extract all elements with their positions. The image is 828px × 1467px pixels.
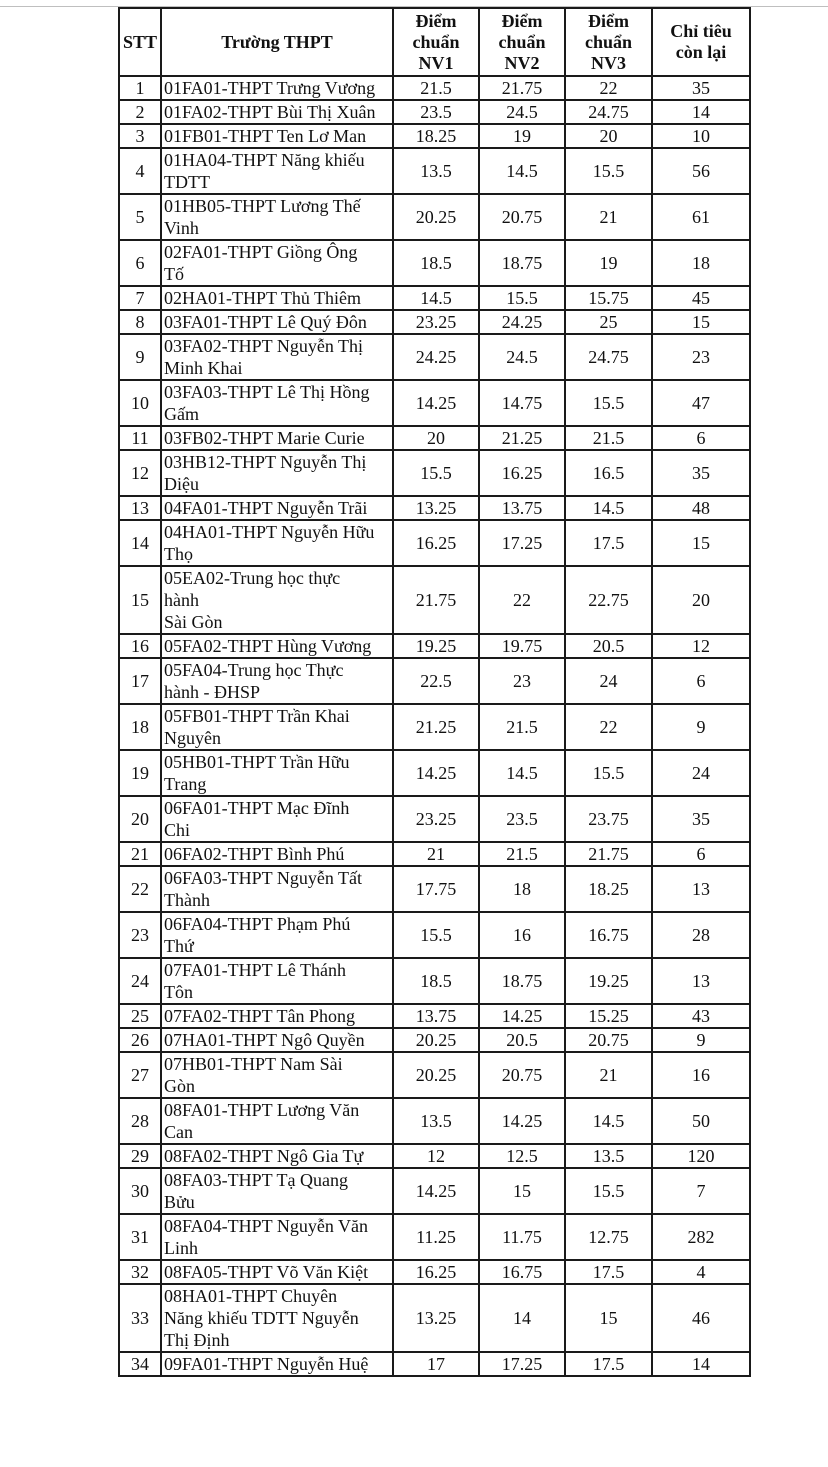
row-remaining-cell: 35: [652, 450, 750, 496]
row-remaining-cell: 15: [652, 520, 750, 566]
row-stt-cell: 32: [119, 1260, 161, 1284]
row-school-cell: 03FA02-THPT Nguyễn Thị Minh Khai: [161, 334, 393, 380]
row-nv2-cell: 16: [479, 912, 565, 958]
row-school-cell: 01FB01-THPT Ten Lơ Man: [161, 124, 393, 148]
row-nv3-cell: 23.75: [565, 796, 652, 842]
table-row: [119, 520, 750, 566]
row-stt-cell: 26: [119, 1028, 161, 1052]
row-nv2-cell: 21.5: [479, 842, 565, 866]
row-nv2-cell: 14.5: [479, 148, 565, 194]
row-nv2-cell: 21.75: [479, 76, 565, 100]
table-row: [119, 912, 750, 958]
row-stt-cell: 12: [119, 450, 161, 496]
row-remaining-cell: 10: [652, 124, 750, 148]
row-stt-cell: 33: [119, 1284, 161, 1352]
row-nv3-cell: 24.75: [565, 100, 652, 124]
table-row: [119, 76, 750, 100]
row-nv3-cell: 15.5: [565, 380, 652, 426]
row-school-cell: 05FB01-THPT Trần Khai Nguyên: [161, 704, 393, 750]
row-school-cell: 08FA02-THPT Ngô Gia Tự: [161, 1144, 393, 1168]
row-nv3-cell: 17.5: [565, 520, 652, 566]
row-nv1-cell: 18.5: [393, 958, 479, 1004]
row-school-cell: 03FA03-THPT Lê Thị Hồng Gấm: [161, 380, 393, 426]
row-nv2-cell: 19.75: [479, 634, 565, 658]
row-nv2-cell: 17.25: [479, 520, 565, 566]
row-remaining-cell: 14: [652, 100, 750, 124]
row-school-cell: 04HA01-THPT Nguyễn Hữu Thọ: [161, 520, 393, 566]
row-remaining-cell: 56: [652, 148, 750, 194]
row-school-cell: 01HB05-THPT Lương Thế Vinh: [161, 194, 393, 240]
row-school-cell: 03FA01-THPT Lê Quý Đôn: [161, 310, 393, 334]
row-school-cell: 05EA02-Trung học thực hành Sài Gòn: [161, 566, 393, 634]
row-remaining-cell: 6: [652, 658, 750, 704]
row-nv2-cell: 20.75: [479, 194, 565, 240]
row-remaining-cell: 35: [652, 796, 750, 842]
row-nv2-cell: 14.75: [479, 380, 565, 426]
row-nv3-cell: 15.25: [565, 1004, 652, 1028]
row-school-cell: 09FA01-THPT Nguyễn Huệ: [161, 1352, 393, 1376]
row-nv3-cell: 17.5: [565, 1352, 652, 1376]
row-nv2-cell: 23: [479, 658, 565, 704]
row-school-cell: 08HA01-THPT Chuyên Năng khiếu TDTT Nguyễn Thị Định: [161, 1284, 393, 1352]
row-school-cell: 06FA03-THPT Nguyễn Tất Thành: [161, 866, 393, 912]
table-row: [119, 704, 750, 750]
row-nv3-cell: 21.75: [565, 842, 652, 866]
row-nv3-cell: 15.5: [565, 148, 652, 194]
header-row: [119, 8, 750, 76]
row-school-cell: 06FA01-THPT Mạc Đĩnh Chi: [161, 796, 393, 842]
row-remaining-cell: 13: [652, 866, 750, 912]
row-school-cell: 08FA05-THPT Võ Văn Kiệt: [161, 1260, 393, 1284]
row-nv3-cell: 22: [565, 704, 652, 750]
row-nv1-cell: 17.75: [393, 866, 479, 912]
table-row: [119, 958, 750, 1004]
row-remaining-cell: 47: [652, 380, 750, 426]
row-remaining-cell: 28: [652, 912, 750, 958]
row-remaining-cell: 61: [652, 194, 750, 240]
row-remaining-cell: 4: [652, 1260, 750, 1284]
row-stt-cell: 7: [119, 286, 161, 310]
row-remaining-cell: 43: [652, 1004, 750, 1028]
row-nv1-cell: 11.25: [393, 1214, 479, 1260]
row-nv1-cell: 18.25: [393, 124, 479, 148]
row-nv1-cell: 22.5: [393, 658, 479, 704]
row-nv1-cell: 12: [393, 1144, 479, 1168]
table-row: [119, 1168, 750, 1214]
table-row: [119, 100, 750, 124]
row-stt-cell: 23: [119, 912, 161, 958]
row-nv1-cell: 13.5: [393, 1098, 479, 1144]
row-school-cell: 07HB01-THPT Nam Sài Gòn: [161, 1052, 393, 1098]
row-nv3-cell: 17.5: [565, 1260, 652, 1284]
row-nv1-cell: 14.25: [393, 750, 479, 796]
row-stt-cell: 16: [119, 634, 161, 658]
row-nv3-cell: 22.75: [565, 566, 652, 634]
row-school-cell: 05HB01-THPT Trần Hữu Trang: [161, 750, 393, 796]
table-row: [119, 286, 750, 310]
row-nv3-cell: 18.25: [565, 866, 652, 912]
row-nv1-cell: 18.5: [393, 240, 479, 286]
row-nv2-cell: 14: [479, 1284, 565, 1352]
row-nv2-cell: 16.75: [479, 1260, 565, 1284]
table-row: [119, 842, 750, 866]
table-row: [119, 1052, 750, 1098]
table-row: [119, 1284, 750, 1352]
row-nv2-cell: 14.5: [479, 750, 565, 796]
row-nv2-cell: 14.25: [479, 1004, 565, 1028]
row-nv2-cell: 21.25: [479, 426, 565, 450]
row-nv1-cell: 14.25: [393, 1168, 479, 1214]
row-stt-cell: 11: [119, 426, 161, 450]
row-nv2-cell: 16.25: [479, 450, 565, 496]
row-stt-cell: 19: [119, 750, 161, 796]
row-nv1-cell: 21.75: [393, 566, 479, 634]
row-school-cell: 06FA02-THPT Bình Phú: [161, 842, 393, 866]
table-row: [119, 124, 750, 148]
row-school-cell: 07FA01-THPT Lê Thánh Tôn: [161, 958, 393, 1004]
table-row: [119, 380, 750, 426]
table-row: [119, 1214, 750, 1260]
row-nv3-cell: 24.75: [565, 334, 652, 380]
row-nv2-cell: 17.25: [479, 1352, 565, 1376]
row-remaining-cell: 282: [652, 1214, 750, 1260]
row-nv1-cell: 14.5: [393, 286, 479, 310]
row-school-cell: 03FB02-THPT Marie Curie: [161, 426, 393, 450]
row-remaining-cell: 12: [652, 634, 750, 658]
row-nv2-cell: 24.25: [479, 310, 565, 334]
row-nv2-cell: 15.5: [479, 286, 565, 310]
row-stt-cell: 34: [119, 1352, 161, 1376]
row-stt-cell: 8: [119, 310, 161, 334]
row-nv3-cell: 15.5: [565, 750, 652, 796]
row-nv1-cell: 17: [393, 1352, 479, 1376]
row-school-cell: 03HB12-THPT Nguyễn Thị Diệu: [161, 450, 393, 496]
row-nv1-cell: 21: [393, 842, 479, 866]
row-nv2-cell: 21.5: [479, 704, 565, 750]
row-nv2-cell: 11.75: [479, 1214, 565, 1260]
row-stt-cell: 18: [119, 704, 161, 750]
row-school-cell: 08FA01-THPT Lương Văn Can: [161, 1098, 393, 1144]
row-stt-cell: 29: [119, 1144, 161, 1168]
row-nv1-cell: 24.25: [393, 334, 479, 380]
table-row: [119, 1260, 750, 1284]
table-row: [119, 1028, 750, 1052]
row-stt-cell: 17: [119, 658, 161, 704]
header-nv3: Điểm chuẩn NV3: [565, 8, 652, 76]
row-remaining-cell: 6: [652, 426, 750, 450]
row-nv2-cell: 24.5: [479, 334, 565, 380]
row-stt-cell: 25: [119, 1004, 161, 1028]
row-remaining-cell: 23: [652, 334, 750, 380]
row-nv3-cell: 16.75: [565, 912, 652, 958]
row-school-cell: 04FA01-THPT Nguyễn Trãi: [161, 496, 393, 520]
row-nv1-cell: 19.25: [393, 634, 479, 658]
row-nv3-cell: 15.75: [565, 286, 652, 310]
row-nv3-cell: 16.5: [565, 450, 652, 496]
row-remaining-cell: 46: [652, 1284, 750, 1352]
header-stt: STT: [119, 8, 161, 76]
row-remaining-cell: 35: [652, 76, 750, 100]
row-stt-cell: 28: [119, 1098, 161, 1144]
row-nv1-cell: 15.5: [393, 912, 479, 958]
row-nv1-cell: 20.25: [393, 194, 479, 240]
row-school-cell: 07FA02-THPT Tân Phong: [161, 1004, 393, 1028]
row-stt-cell: 13: [119, 496, 161, 520]
row-nv3-cell: 19.25: [565, 958, 652, 1004]
row-stt-cell: 9: [119, 334, 161, 380]
row-nv3-cell: 13.5: [565, 1144, 652, 1168]
row-nv2-cell: 15: [479, 1168, 565, 1214]
row-nv1-cell: 20: [393, 426, 479, 450]
table-row: [119, 1144, 750, 1168]
row-nv3-cell: 21: [565, 194, 652, 240]
row-nv1-cell: 13.5: [393, 148, 479, 194]
table-row: [119, 1352, 750, 1376]
row-nv1-cell: 21.25: [393, 704, 479, 750]
row-stt-cell: 15: [119, 566, 161, 634]
table-row: [119, 658, 750, 704]
table-row: [119, 1004, 750, 1028]
row-nv2-cell: 14.25: [479, 1098, 565, 1144]
table-row: [119, 148, 750, 194]
row-remaining-cell: 13: [652, 958, 750, 1004]
row-stt-cell: 2: [119, 100, 161, 124]
row-nv3-cell: 21.5: [565, 426, 652, 450]
table-row: [119, 450, 750, 496]
table-row: [119, 566, 750, 634]
row-stt-cell: 22: [119, 866, 161, 912]
row-nv1-cell: 21.5: [393, 76, 479, 100]
row-nv1-cell: 13.75: [393, 1004, 479, 1028]
row-nv1-cell: 13.25: [393, 496, 479, 520]
header-remaining-quota: Chỉ tiêu còn lại: [652, 8, 750, 76]
row-stt-cell: 1: [119, 76, 161, 100]
row-school-cell: 06FA04-THPT Phạm Phú Thứ: [161, 912, 393, 958]
row-nv3-cell: 20: [565, 124, 652, 148]
row-remaining-cell: 18: [652, 240, 750, 286]
row-school-cell: 08FA03-THPT Tạ Quang Bửu: [161, 1168, 393, 1214]
row-school-cell: 05FA04-Trung học Thực hành - ĐHSP: [161, 658, 393, 704]
row-stt-cell: 5: [119, 194, 161, 240]
row-nv3-cell: 25: [565, 310, 652, 334]
row-stt-cell: 21: [119, 842, 161, 866]
row-school-cell: 01FA02-THPT Bùi Thị Xuân: [161, 100, 393, 124]
row-nv1-cell: 23.5: [393, 100, 479, 124]
row-nv2-cell: 13.75: [479, 496, 565, 520]
row-nv1-cell: 15.5: [393, 450, 479, 496]
row-nv1-cell: 16.25: [393, 520, 479, 566]
row-school-cell: 02FA01-THPT Giồng Ông Tố: [161, 240, 393, 286]
row-nv2-cell: 18: [479, 866, 565, 912]
row-nv1-cell: 20.25: [393, 1028, 479, 1052]
row-stt-cell: 14: [119, 520, 161, 566]
table-row: [119, 194, 750, 240]
table-row: [119, 634, 750, 658]
row-nv3-cell: 21: [565, 1052, 652, 1098]
row-nv1-cell: 23.25: [393, 796, 479, 842]
row-remaining-cell: 20: [652, 566, 750, 634]
row-stt-cell: 24: [119, 958, 161, 1004]
row-remaining-cell: 45: [652, 286, 750, 310]
row-nv3-cell: 22: [565, 76, 652, 100]
row-stt-cell: 10: [119, 380, 161, 426]
row-nv3-cell: 20.75: [565, 1028, 652, 1052]
row-nv2-cell: 19: [479, 124, 565, 148]
admission-scores-table: [118, 7, 751, 1377]
row-remaining-cell: 6: [652, 842, 750, 866]
row-nv1-cell: 23.25: [393, 310, 479, 334]
row-school-cell: 02HA01-THPT Thủ Thiêm: [161, 286, 393, 310]
row-nv3-cell: 19: [565, 240, 652, 286]
table-row: [119, 310, 750, 334]
row-stt-cell: 27: [119, 1052, 161, 1098]
row-remaining-cell: 24: [652, 750, 750, 796]
header-school: Trường THPT: [161, 8, 393, 76]
row-school-cell: 01HA04-THPT Năng khiếu TDTT: [161, 148, 393, 194]
row-remaining-cell: 50: [652, 1098, 750, 1144]
table-row: [119, 866, 750, 912]
admission-scores-table-container: [118, 7, 751, 1377]
row-nv2-cell: 18.75: [479, 240, 565, 286]
row-remaining-cell: 120: [652, 1144, 750, 1168]
row-nv3-cell: 12.75: [565, 1214, 652, 1260]
row-nv3-cell: 14.5: [565, 496, 652, 520]
row-nv3-cell: 15.5: [565, 1168, 652, 1214]
row-remaining-cell: 9: [652, 704, 750, 750]
table-row: [119, 426, 750, 450]
row-nv2-cell: 23.5: [479, 796, 565, 842]
row-school-cell: 07HA01-THPT Ngô Quyền: [161, 1028, 393, 1052]
row-stt-cell: 20: [119, 796, 161, 842]
table-row: [119, 496, 750, 520]
row-nv3-cell: 20.5: [565, 634, 652, 658]
table-row: [119, 796, 750, 842]
row-nv1-cell: 13.25: [393, 1284, 479, 1352]
row-stt-cell: 30: [119, 1168, 161, 1214]
table-row: [119, 240, 750, 286]
row-nv2-cell: 12.5: [479, 1144, 565, 1168]
row-stt-cell: 6: [119, 240, 161, 286]
row-remaining-cell: 14: [652, 1352, 750, 1376]
row-nv2-cell: 18.75: [479, 958, 565, 1004]
row-stt-cell: 31: [119, 1214, 161, 1260]
row-remaining-cell: 16: [652, 1052, 750, 1098]
row-remaining-cell: 48: [652, 496, 750, 520]
header-nv1: Điểm chuẩn NV1: [393, 8, 479, 76]
row-nv1-cell: 14.25: [393, 380, 479, 426]
row-nv3-cell: 15: [565, 1284, 652, 1352]
row-remaining-cell: 15: [652, 310, 750, 334]
row-nv2-cell: 24.5: [479, 100, 565, 124]
table-row: [119, 750, 750, 796]
row-nv1-cell: 20.25: [393, 1052, 479, 1098]
row-school-cell: 01FA01-THPT Trưng Vương: [161, 76, 393, 100]
row-stt-cell: 3: [119, 124, 161, 148]
header-nv2: Điểm chuẩn NV2: [479, 8, 565, 76]
row-stt-cell: 4: [119, 148, 161, 194]
table-row: [119, 1098, 750, 1144]
row-school-cell: 05FA02-THPT Hùng Vương: [161, 634, 393, 658]
row-nv2-cell: 20.5: [479, 1028, 565, 1052]
table-row: [119, 334, 750, 380]
row-remaining-cell: 9: [652, 1028, 750, 1052]
row-nv3-cell: 14.5: [565, 1098, 652, 1144]
row-school-cell: 08FA04-THPT Nguyễn Văn Linh: [161, 1214, 393, 1260]
row-nv3-cell: 24: [565, 658, 652, 704]
row-nv2-cell: 22: [479, 566, 565, 634]
row-remaining-cell: 7: [652, 1168, 750, 1214]
row-nv2-cell: 20.75: [479, 1052, 565, 1098]
row-nv1-cell: 16.25: [393, 1260, 479, 1284]
